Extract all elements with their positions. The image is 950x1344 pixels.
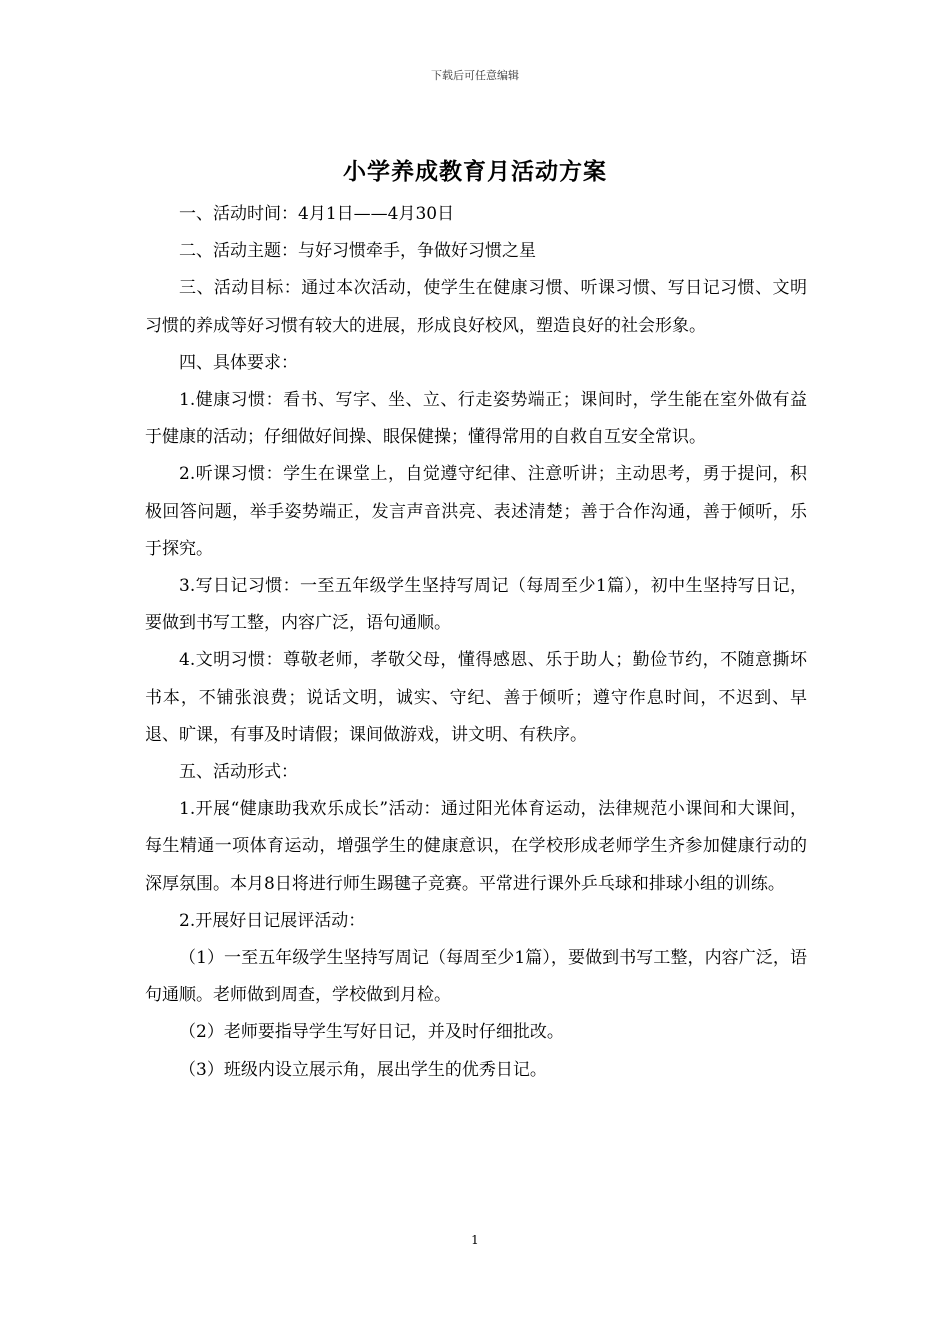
paragraph-diary-habit: 3.写日记习惯：一至五年级学生坚持写周记（每周至少1篇），初中生坚持写日记，要做到书写工整，内容广泛，语句通顺。	[145, 576, 807, 634]
document-body	[145, 196, 807, 1089]
paragraph-diary-item-1: （1）一至五年级学生坚持写周记（每周至少1篇），要做到书写工整，内容广泛，语句通顺。老师做到周查，学校做到月检。	[145, 948, 807, 1006]
paragraph-activity-goal: 三、活动目标：通过本次活动，使学生在健康习惯、听课习惯、写日记习惯、文明习惯的养成等好习惯有较大的进展，形成良好校风，塑造良好的社会形象。	[145, 278, 807, 336]
paragraph-activity-time: 一、活动时间：4月1日——4月30日	[179, 204, 455, 224]
paragraph-diary-item-2: （2）老师要指导学生写好日记，并及时仔细批改。	[179, 1022, 564, 1043]
paragraph-diary-item-3: （3）班级内设立展示角，展出学生的优秀日记。	[179, 1059, 547, 1080]
paragraph-health-activity: 1.开展“健康助我欢乐成长”活动：通过阳光体育运动，法律规范小课间和大课间，每生精通一项体育运动，增强学生的健康意识，在学校形成老师学生齐参加健康行动的深厚氛围。本月8日将进行师生踢毽子竞赛。平常进行课外乒乓球和排球小组的训练。	[145, 799, 807, 894]
header-note: 下载后可任意编辑	[431, 69, 519, 82]
paragraph-civility-habit: 4.文明习惯：尊敬老师，孝敬父母，懂得感恩、乐于助人；勤俭节约，不随意撕坏书本，不铺张浪费；说话文明，诚实、守纪、善于倾听；遵守作息时间，不迟到、早退、旷课，有事及时请假；课间做游戏，讲文明、有秩序。	[145, 650, 807, 745]
page-number: 1	[471, 1233, 479, 1247]
paragraph-listening-habit: 2.听课习惯：学生在课堂上，自觉遵守纪律、注意听讲；主动思考，勇于提问，积极回答问题，举手姿势端正，发言声音洪亮、表述清楚；善于合作沟通，善于倾听，乐于探究。	[145, 464, 807, 559]
paragraph-diary-activity-heading: 2.开展好日记展评活动：	[179, 910, 366, 931]
paragraph-activity-forms-heading: 五、活动形式：	[179, 762, 298, 783]
paragraph-health-habit: 1.健康习惯：看书、写字、坐、立、行走姿势端正；课间时，学生能在室外做有益于健康的活动；仔细做好间操、眼保健操；懂得常用的自救自互安全常识。	[145, 390, 807, 448]
paragraph-activity-theme: 二、活动主题：与好习惯牵手，争做好习惯之星	[179, 241, 536, 262]
document-title: 小学养成教育月活动方案	[343, 159, 607, 185]
paragraph-requirements-heading: 四、具体要求：	[179, 352, 298, 373]
